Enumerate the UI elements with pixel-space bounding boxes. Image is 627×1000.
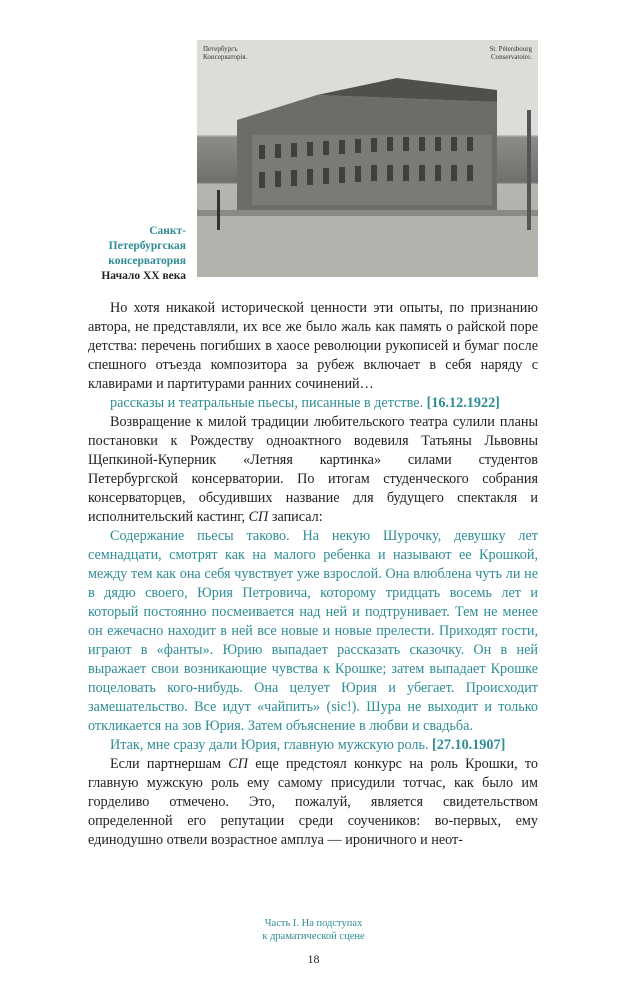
quote-1 xyxy=(88,394,538,413)
running-footer xyxy=(0,917,627,943)
photo-corner-left-line2: Консерваторія. xyxy=(203,53,248,61)
photo-corner-label-right xyxy=(489,45,532,61)
caption-line2: Петербургская xyxy=(108,240,186,252)
quote-1-date: [16.12.1922] xyxy=(426,395,500,411)
paragraph-3-b: еще предстоял конкурс на роль Крошки, то главную мужскую роль ему самому присудили тотчас, как было им горделиво отмечено. Это, пожалуй, является свидетельством определенной его репутации среди соучеников: во-первых, ему единодушно отвели возрастное амплуа — ироничного и неот- xyxy=(88,756,539,848)
photo-corner-label-left xyxy=(203,45,247,61)
paragraph-2-b: записал: xyxy=(271,509,323,525)
photo-corner-right-line2: Conservatoire. xyxy=(490,53,532,61)
photo-corner-right-line1: St. Pétersbourg xyxy=(489,45,532,53)
body-text xyxy=(88,299,538,850)
caption-line3: консерватория xyxy=(108,255,186,267)
conservatory-photo xyxy=(197,40,538,277)
caption-line4: Начало XX века xyxy=(101,270,186,282)
quote-2: Содержание пьесы таково. На некую Шурочку, девушку лет семнадцати, смотрят как на малого ребенка и называют ее Крошкой, между тем как она себя чувствует уже взрослой. Она влюблена чуть ли не в дядю своего, Юрия Петровича, которому тридцать восемь лет и который постоянно посмеивается над ней и подтрунивает. Тем не менее он ежечасно находит в ней все новые и новые прелести. Приходят гости, играют в «фанты». Юрию выпадает рассказать сказочку. Он в ней выражает свои возникающие чувства к Крошке; затем выпадает Крошке поцеловать кого-нибудь. Она целует Юрия и убегает. Происходит замешательство. Все идут «чайпить» (sic!). Шура не выходит и только откликается на зов Юрия. Затем объяснение в любви и свадьба. xyxy=(88,528,538,734)
paragraph-3-sp: СП xyxy=(228,756,248,772)
paragraph-3 xyxy=(88,755,538,850)
paragraph-2 xyxy=(88,413,538,527)
caption-line1: Санкт- xyxy=(149,225,186,237)
paragraph-2-sp: СП xyxy=(248,509,269,525)
quote-3 xyxy=(88,736,538,755)
photo-corner-left-line1: Петербургъ xyxy=(203,45,238,53)
paragraph-2-a: Возвращение к милой традиции любительского театра сулили планы постановки к Рождеству одноактного водевиля Татьяны Львовны Щепкиной-Куперник «Летняя картинка» силами студентов Петербургской консерватории. По итогам студенческого собрания консерваторцев, обсудивших название для будущего спектакля и исполнительский кастинг, xyxy=(88,414,538,525)
footer-line2: к драматической сцене xyxy=(262,931,365,942)
quote-1-text: рассказы и театральные пьесы, писанные в детстве. xyxy=(110,395,424,411)
photo-caption xyxy=(60,224,186,284)
page-number: 18 xyxy=(307,952,320,966)
paragraph-1: Но хотя никакой исторической ценности эти опыты, по признанию автора, не представляли, их все же было жаль как память о райской поре детства: перечень погибших в хаосе революции рукописей и бумаг после спешного отъезда композитора за рубеж включает в себя наряду с клавирами и партитурами ранних сочинений… xyxy=(88,300,538,392)
building-illustration xyxy=(197,40,538,277)
footer-line1: Часть I. На подступах xyxy=(264,918,363,929)
paragraph-3-a: Если партнершам xyxy=(110,756,222,772)
quote-3-text: Итак, мне сразу дали Юрия, главную мужскую роль. xyxy=(110,737,429,753)
quote-3-date: [27.10.1907] xyxy=(432,737,506,753)
